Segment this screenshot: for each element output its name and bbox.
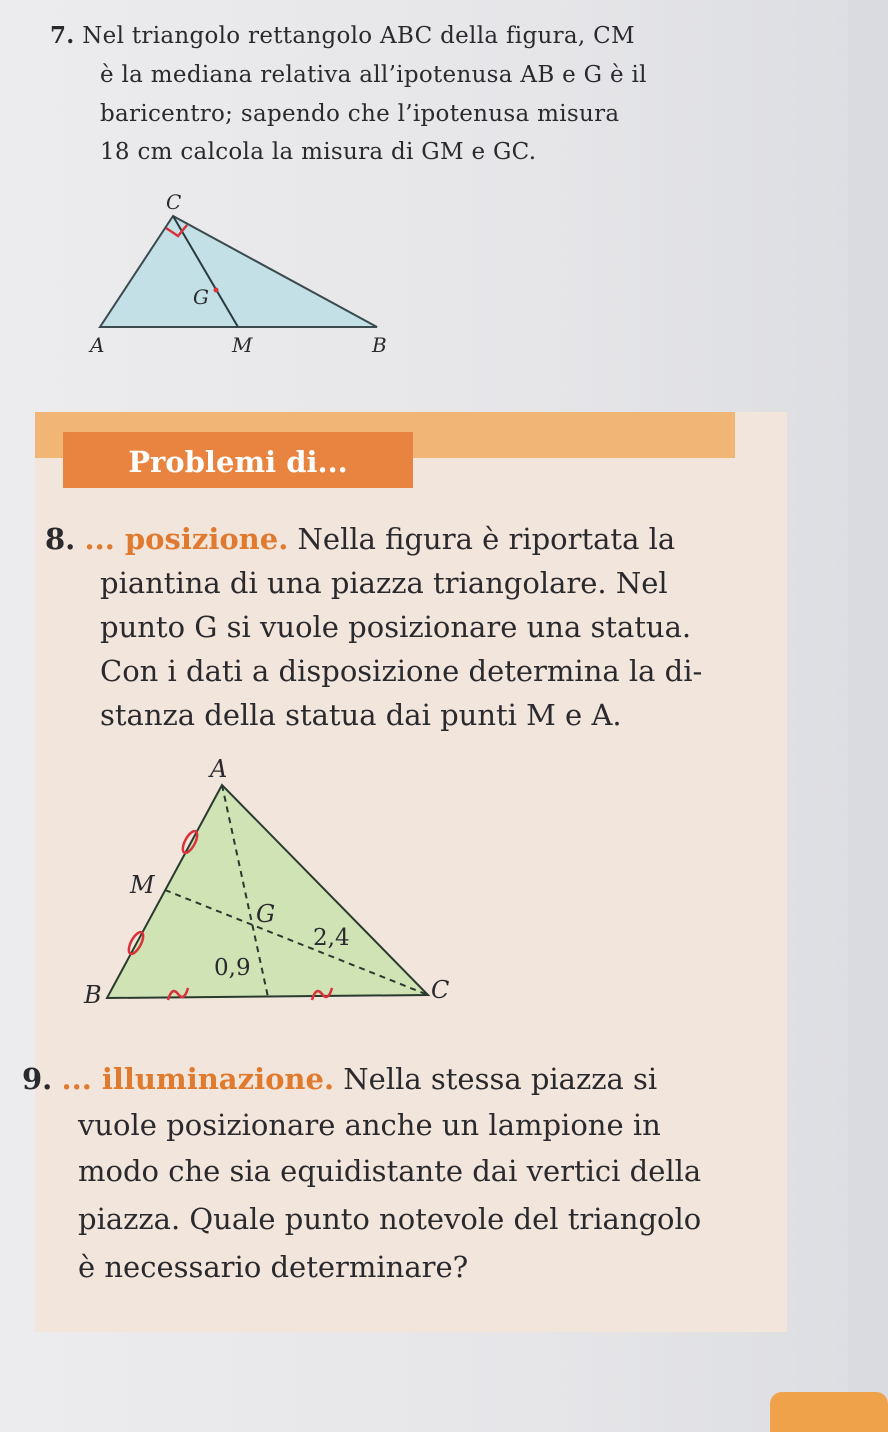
problem7-line3: baricentro; sapendo che l’ipotenusa misura [100, 101, 620, 127]
problem7-text: Nel triangolo rettangolo ABC della figura, CM [82, 23, 635, 49]
label-a: A [210, 755, 228, 783]
label-m: M [232, 333, 253, 357]
problem8-text: Nella figura è riportata la [297, 522, 676, 556]
section-title: Problemi di... [63, 432, 413, 488]
label-g: G [193, 285, 209, 309]
problem8-keyword: ... posizione. [84, 522, 289, 556]
problem9-keyword: ... illuminazione. [61, 1062, 335, 1096]
label-c: C [166, 190, 182, 214]
label-c: C [431, 976, 450, 1004]
label-b: B [372, 333, 387, 357]
problem9-text: Nella stessa piazza si [343, 1062, 658, 1096]
problem9-line5: è necessario determinare? [78, 1250, 469, 1284]
problem9-line3: modo che sia equidistante dai vertici della [78, 1154, 702, 1188]
problem9-line4: piazza. Quale punto notevole del triangolo [78, 1202, 702, 1236]
value-gh: 0,9 [214, 955, 251, 981]
triangle-piazza [107, 785, 428, 998]
problem8-line5: stanza della statua dai punti M e A. [100, 698, 622, 732]
problem7-line4: 18 cm calcola la misura di GM e GC. [100, 139, 537, 165]
problem7-number: 7. [50, 22, 75, 49]
problem8-line3: punto G si vuole posizionare una statua. [100, 610, 692, 644]
value-gc: 2,4 [313, 925, 350, 951]
problem9-line2: vuole posizionare anche un lampione in [78, 1108, 661, 1142]
label-a: A [90, 333, 105, 357]
label-m: M [130, 871, 155, 899]
problem9-number: 9. [22, 1062, 53, 1096]
label-b: B [84, 981, 102, 1009]
label-g: G [256, 900, 276, 928]
problem8-number: 8. [45, 522, 76, 556]
piazza-triangle-figure [83, 755, 449, 1009]
problem8-line4: Con i dati a disposizione determina la di- [100, 654, 703, 688]
problem8-line2: piantina di una piazza triangolare. Nel [100, 566, 668, 600]
problem7-line2: è la mediana relativa all’ipotenusa AB e G è il [100, 62, 647, 88]
problem9-line1 [22, 1062, 657, 1096]
